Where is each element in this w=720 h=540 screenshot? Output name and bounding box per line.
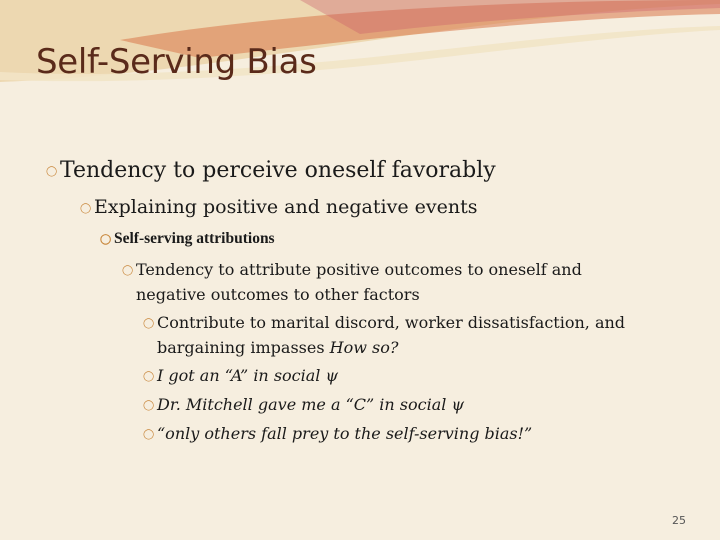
hollow-bullet-icon: ◯ xyxy=(46,165,58,177)
bullet-text-line2: negative outcomes to other factors xyxy=(136,284,420,304)
bullet-level5-got-a xyxy=(143,364,683,389)
bullet-level1 xyxy=(46,158,496,183)
bullet-text: Explaining positive and negative events xyxy=(94,196,478,218)
bullet-level5-contribute xyxy=(143,311,683,360)
bullet-text: I got an “A” in social ψ xyxy=(157,366,339,385)
slide-title: Self-Serving Bias xyxy=(36,42,317,82)
hollow-bullet-icon: ◯ xyxy=(100,233,112,245)
hollow-bullet-icon: ◯ xyxy=(143,399,155,411)
bullet-level2 xyxy=(80,196,477,218)
bullet-text-line1: Contribute to marital discord, worker dissatisfaction, and xyxy=(157,313,626,332)
hollow-bullet-icon: ◯ xyxy=(80,202,92,214)
hollow-bullet-icon: ◯ xyxy=(143,428,155,440)
bullet-level5-mitchell xyxy=(143,393,683,418)
how-so-text: How so? xyxy=(329,337,399,357)
bullet-text-line2: bargaining impasses xyxy=(157,337,325,357)
bullet-level5-others xyxy=(143,422,683,447)
bullet-level3 xyxy=(100,230,275,248)
bullet-level4 xyxy=(122,258,642,307)
hollow-bullet-icon: ◯ xyxy=(122,264,134,276)
hollow-bullet-icon: ◯ xyxy=(143,317,155,329)
bullet-text: “only others fall prey to the self-serving bias!” xyxy=(157,424,533,443)
page-number: 25 xyxy=(672,514,686,527)
bullet-text: Dr. Mitchell gave me a “C” in social ψ xyxy=(157,395,465,414)
bullet-text: Tendency to perceive oneself favorably xyxy=(60,158,496,183)
bullet-text-line1: Tendency to attribute positive outcomes to oneself and xyxy=(136,260,582,279)
bullet-text: Self-serving attributions xyxy=(114,230,275,247)
hollow-bullet-icon: ◯ xyxy=(143,370,155,382)
